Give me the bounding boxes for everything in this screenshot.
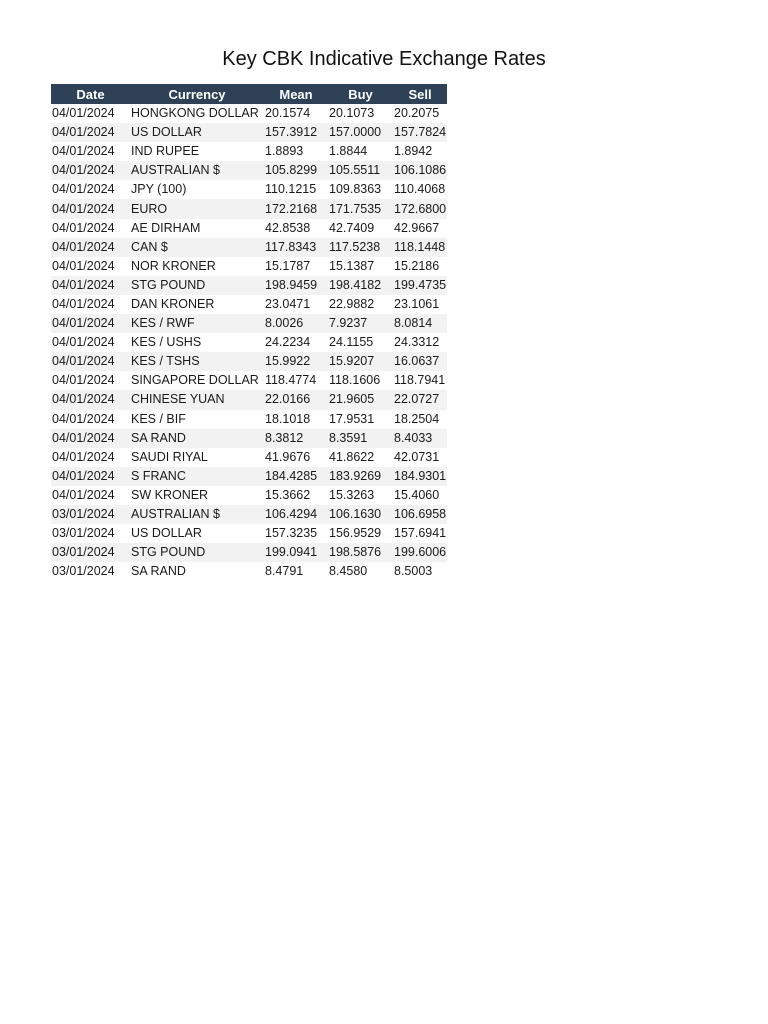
cell-mean: 157.3912 [264, 123, 328, 142]
cell-currency: KES / RWF [130, 314, 264, 333]
table-row [51, 180, 447, 199]
cell-sell: 199.6006 [393, 543, 447, 562]
cell-sell: 16.0637 [393, 352, 447, 371]
cell-currency: AUSTRALIAN $ [130, 161, 264, 180]
cell-mean: 22.0166 [264, 390, 328, 409]
cell-buy: 15.1387 [329, 258, 375, 273]
table-row [51, 505, 447, 524]
cell-currency: SINGAPORE DOLLAR [131, 373, 259, 388]
table-row [51, 410, 447, 429]
cell-currency: STG POUND [130, 276, 264, 295]
header-sell: Sell [393, 84, 447, 104]
table-row [51, 467, 447, 486]
cell-date: 04/01/2024 [51, 123, 130, 142]
cell-mean: 15.1787 [265, 258, 311, 273]
cell-buy: 105.5511 [328, 161, 393, 180]
cell-date: 04/01/2024 [51, 314, 130, 333]
cell-date: 04/01/2024 [52, 144, 115, 159]
cell-currency: JPY (100) [131, 182, 187, 197]
cell-buy: 20.1073 [329, 106, 375, 121]
table-row [51, 562, 447, 581]
table-row [51, 448, 447, 467]
cell-sell: 24.3312 [394, 335, 440, 350]
cell-date: 04/01/2024 [51, 161, 130, 180]
cell-buy: 171.7535 [328, 199, 393, 218]
table-row [51, 524, 447, 543]
cell-date: 04/01/2024 [51, 352, 130, 371]
cell-currency: US DOLLAR [130, 123, 264, 142]
cell-sell: 42.0731 [394, 449, 440, 464]
table-row [51, 104, 447, 123]
cell-mean: 8.0026 [264, 314, 328, 333]
cell-date: 04/01/2024 [52, 182, 115, 197]
cell-date: 03/01/2024 [52, 564, 115, 579]
cell-buy: 24.1155 [329, 335, 374, 350]
header-currency: Currency [130, 84, 264, 104]
table-row [51, 257, 447, 276]
table-header [51, 84, 447, 104]
cell-date: 04/01/2024 [52, 411, 115, 426]
cell-date: 04/01/2024 [51, 467, 130, 486]
cell-buy: 7.9237 [328, 314, 393, 333]
cell-sell: 22.0727 [393, 390, 447, 409]
header-row [51, 84, 447, 104]
cell-currency: DAN KRONER [131, 296, 215, 311]
cell-date: 04/01/2024 [51, 429, 130, 448]
cell-buy: 1.8844 [329, 144, 368, 159]
cell-mean: 184.4285 [264, 467, 328, 486]
cell-mean: 110.1215 [265, 182, 317, 197]
cell-currency: NOR KRONER [131, 258, 216, 273]
cell-currency: KES / USHS [131, 335, 202, 350]
cell-sell: 106.6958 [393, 505, 447, 524]
cell-buy: 198.5876 [328, 543, 393, 562]
table-row [51, 276, 447, 295]
cell-date: 04/01/2024 [52, 220, 115, 235]
cell-date: 04/01/2024 [51, 276, 130, 295]
table-row [51, 371, 447, 390]
cell-buy: 198.4182 [328, 276, 393, 295]
cell-buy: 117.5238 [328, 238, 393, 257]
cell-currency: SA RAND [131, 564, 186, 579]
cell-mean: 18.1018 [265, 411, 311, 426]
cell-date: 04/01/2024 [52, 258, 115, 273]
cell-buy: 17.9531 [329, 411, 375, 426]
cell-mean: 24.2234 [265, 335, 311, 350]
table-row [51, 123, 447, 142]
cell-currency: CHINESE YUAN [130, 390, 264, 409]
table-row [51, 295, 447, 314]
cell-buy: 22.9882 [329, 296, 375, 311]
cell-date: 04/01/2024 [52, 449, 115, 464]
cell-mean: 106.4294 [264, 505, 328, 524]
cell-date: 04/01/2024 [52, 106, 115, 121]
table-row [51, 142, 447, 161]
table-row [51, 429, 447, 448]
cell-sell: 18.2504 [394, 411, 440, 426]
cell-date: 03/01/2024 [51, 505, 130, 524]
table-row [51, 543, 447, 562]
cell-buy: 42.7409 [329, 220, 375, 235]
table-row [51, 161, 447, 180]
cell-mean: 8.3812 [264, 429, 328, 448]
cell-buy: 15.3263 [329, 487, 375, 502]
cell-sell: 157.6941 [394, 526, 447, 541]
cell-mean: 41.9676 [265, 449, 311, 464]
cell-sell: 184.9301 [393, 467, 447, 486]
cell-date: 04/01/2024 [52, 487, 115, 502]
cell-buy: 41.8622 [329, 449, 375, 464]
cell-mean: 117.8343 [264, 238, 328, 257]
cell-currency: IND RUPEE [131, 144, 200, 159]
cell-mean: 118.4774 [265, 373, 317, 388]
table-row [51, 238, 447, 257]
cell-sell: 8.0814 [393, 314, 447, 333]
table-row [51, 219, 447, 238]
cell-currency: AE DIRHAM [131, 220, 201, 235]
exchange-rates-table [51, 84, 447, 581]
cell-buy: 15.9207 [328, 352, 393, 371]
cell-date: 03/01/2024 [51, 543, 130, 562]
table-row [51, 314, 447, 333]
cell-mean: 42.8538 [265, 220, 311, 235]
cell-buy: 157.0000 [328, 123, 393, 142]
cell-mean: 1.8893 [265, 144, 304, 159]
cell-buy: 8.4580 [329, 564, 368, 579]
cell-buy: 106.1630 [328, 505, 393, 524]
cell-mean: 15.9922 [264, 352, 328, 371]
cell-mean: 157.3235 [265, 526, 318, 541]
cell-sell: 199.4735 [393, 276, 447, 295]
cell-date: 04/01/2024 [51, 238, 130, 257]
cell-currency: CAN $ [130, 238, 264, 257]
cell-mean: 8.4791 [265, 564, 304, 579]
cell-sell: 118.7941 [394, 373, 446, 388]
cell-sell: 106.1086 [393, 161, 447, 180]
table-row [51, 352, 447, 371]
table-body [51, 104, 447, 581]
cell-currency: EURO [130, 199, 264, 218]
cell-currency: SAUDI RIYAL [131, 449, 208, 464]
cell-currency: HONGKONG DOLLAR [131, 106, 259, 121]
cell-currency: SA RAND [130, 429, 264, 448]
header-buy: Buy [328, 84, 393, 104]
header-date: Date [51, 84, 130, 104]
cell-currency: S FRANC [130, 467, 264, 486]
cell-mean: 23.0471 [265, 296, 311, 311]
cell-sell: 110.4068 [394, 182, 446, 197]
cell-buy: 109.8363 [329, 182, 382, 197]
page-title: Key CBK Indicative Exchange Rates [222, 48, 546, 70]
cell-sell: 8.4033 [393, 429, 447, 448]
cell-buy: 118.1606 [329, 373, 381, 388]
cell-sell: 23.1061 [394, 296, 440, 311]
cell-buy: 156.9529 [329, 526, 382, 541]
table-row [51, 333, 447, 352]
cell-sell: 1.8942 [394, 144, 433, 159]
cell-sell: 20.2075 [394, 106, 440, 121]
table-row [51, 390, 447, 409]
cell-sell: 15.2186 [394, 258, 440, 273]
cell-currency: KES / BIF [131, 411, 186, 426]
table-row [51, 199, 447, 218]
cell-sell: 15.4060 [394, 487, 440, 502]
cell-currency: STG POUND [130, 543, 264, 562]
cell-sell: 172.6800 [393, 199, 447, 218]
cell-currency: US DOLLAR [131, 526, 202, 541]
header-mean: Mean [264, 84, 328, 104]
cell-date: 04/01/2024 [51, 390, 130, 409]
cell-sell: 42.9667 [394, 220, 440, 235]
cell-currency: KES / TSHS [130, 352, 264, 371]
cell-mean: 15.3662 [265, 487, 311, 502]
cell-mean: 105.8299 [264, 161, 328, 180]
cell-buy: 183.9269 [328, 467, 393, 486]
cell-date: 04/01/2024 [52, 335, 115, 350]
cell-sell: 118.1448 [393, 238, 447, 257]
cell-currency: AUSTRALIAN $ [130, 505, 264, 524]
cell-mean: 20.1574 [265, 106, 311, 121]
cell-date: 04/01/2024 [52, 296, 115, 311]
table-row [51, 486, 447, 505]
cell-buy: 21.9605 [328, 390, 393, 409]
cell-mean: 199.0941 [264, 543, 328, 562]
cell-date: 04/01/2024 [52, 373, 115, 388]
cell-mean: 172.2168 [264, 199, 328, 218]
cell-mean: 198.9459 [264, 276, 328, 295]
cell-date: 03/01/2024 [52, 526, 115, 541]
cell-date: 04/01/2024 [51, 199, 130, 218]
cell-buy: 8.3591 [328, 429, 393, 448]
cell-sell: 157.7824 [393, 123, 447, 142]
cell-currency: SW KRONER [131, 487, 209, 502]
cell-sell: 8.5003 [394, 564, 433, 579]
